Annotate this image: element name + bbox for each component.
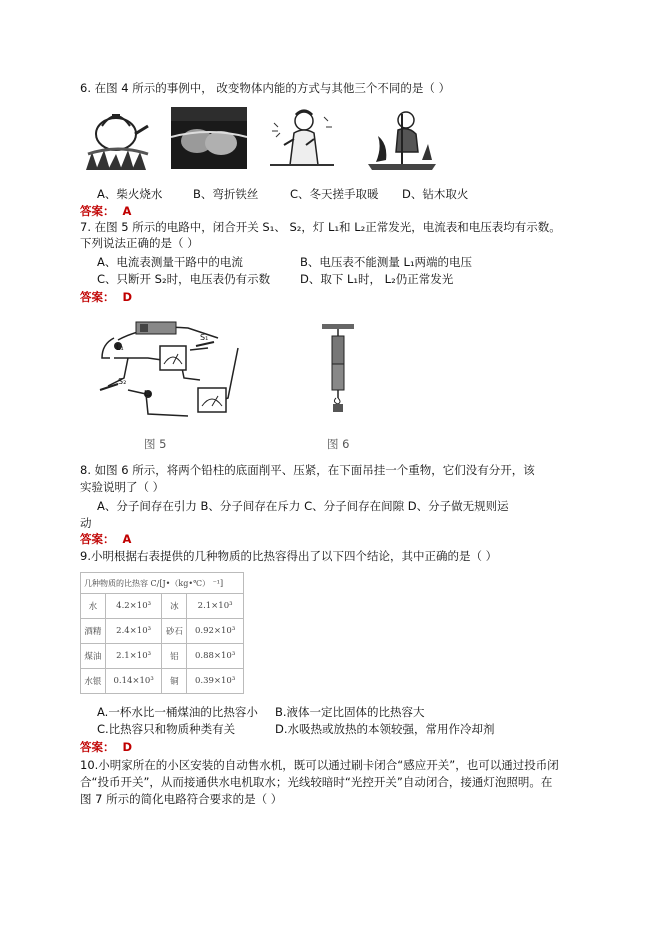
q8-stem-line2: 实验说明了（ ）: [80, 480, 165, 494]
q9-stem: 9.小明根据右表提供的几种物质的比热容得出了以下四个结论，其中正确的是（ ）: [80, 549, 498, 563]
lead-cylinders-figure: [318, 322, 358, 414]
rubbing-hands-image: [266, 103, 338, 173]
q9-option-a[interactable]: A.一杯水比一桶煤油的比热容小: [97, 705, 258, 719]
q7-stem-line2: 下列说法正确的是（ ）: [80, 236, 199, 250]
q8-answer: [80, 532, 131, 547]
answer-value: D: [122, 290, 133, 304]
q8-stem-line1: 8. 如图 6 所示，将两个铅柱的底面削平、压紧，在下面吊挂一个重物，它们没有分开，该: [80, 463, 535, 477]
q9-option-c[interactable]: C.比热容只和物质种类有关: [97, 722, 236, 736]
answer-label: 答案：: [80, 204, 115, 218]
table-row: 酒精 2.4×10³ 砂石 0.92×10³: [81, 619, 244, 644]
q6-stem: 6. 在图 4 所示的事例中， 改变物体内能的方式与其他三个不同的是（ ）: [80, 81, 451, 95]
answer-value: D: [122, 740, 133, 754]
fig6-caption: 图 6: [327, 437, 350, 451]
label-s2: S₂: [118, 377, 127, 386]
table-row: 煤油 2.1×10³ 铝 0.88×10³: [81, 644, 244, 669]
q7-option-b[interactable]: B、电压表不能测量 L₁两端的电压: [300, 255, 473, 269]
voltmeter-icon: [198, 388, 226, 412]
q10-line3: 图 7 所示的简化电路符合要求的是（ ）: [80, 792, 283, 806]
q9-option-b[interactable]: B.液体一定比固体的比热容大: [275, 705, 425, 719]
q9-answer: [80, 740, 132, 755]
q6-option-a[interactable]: A、柴火烧水: [97, 187, 163, 201]
answer-label: 答案：: [80, 532, 115, 546]
circuit-figure: [88, 318, 248, 430]
table-row: 水银 0.14×10³ 铜 0.39×10³: [81, 669, 244, 694]
ammeter-icon: [160, 346, 186, 370]
table-row: 水 4.2×10³ 冰 2.1×10³: [81, 594, 244, 619]
label-l2: L₂: [144, 389, 152, 398]
q6-option-d[interactable]: D、钻木取火: [402, 187, 469, 201]
q7-option-a[interactable]: A、电流表测量干路中的电流: [97, 255, 243, 269]
q6-option-c[interactable]: C、冬天搓手取暖: [290, 187, 379, 201]
answer-label: 答案：: [80, 290, 115, 304]
label-l1: L₁: [116, 343, 124, 352]
q6-option-b[interactable]: B、弯折铁丝: [193, 187, 259, 201]
fig5-caption: 图 5: [144, 437, 167, 451]
answer-label: 答案：: [80, 740, 115, 754]
q8-options-wrap: 动: [80, 516, 92, 530]
drilling-wood-fire-image: [362, 104, 442, 172]
answer-value: A: [122, 204, 132, 218]
q6-answer: [80, 204, 131, 219]
kettle-fire-image: [78, 104, 156, 172]
q7-option-d[interactable]: D、取下 L₁时， L₂仍正常发光: [300, 272, 454, 286]
answer-value: A: [122, 532, 132, 546]
bending-wire-image: [171, 107, 247, 169]
label-s1: S₁: [200, 333, 209, 342]
q9-option-d[interactable]: D.水吸热或放热的本领较强，常用作冷却剂: [275, 722, 495, 736]
specific-heat-table: [80, 572, 244, 694]
q7-answer: [80, 290, 132, 305]
table-title: 几种物质的比热容 C/[J•（kg•℃） ⁻¹]: [81, 573, 244, 594]
q7-option-c[interactable]: C、只断开 S₂时，电压表仍有示数: [97, 272, 271, 286]
q8-options[interactable]: A、分子间存在引力 B、分子间存在斥力 C、分子间存在间隙 D、分子做无规则运: [97, 499, 509, 513]
q7-stem-line1: 7. 在图 5 所示的电路中，闭合开关 S₁、 S₂，灯 L₁和 L₂正常发光，电流表和电压表均有示数。: [80, 220, 561, 234]
q10-line1: 10.小明家所在的小区安装的自动售水机，既可以通过刷卡闭合“感应开关”，也可以通过投币闭: [80, 758, 559, 772]
q10-line2: 合“投币开关”，从而接通供水电机取水；光线较暗时“光控开关”自动闭合，接通灯泡照明。在: [80, 775, 553, 789]
